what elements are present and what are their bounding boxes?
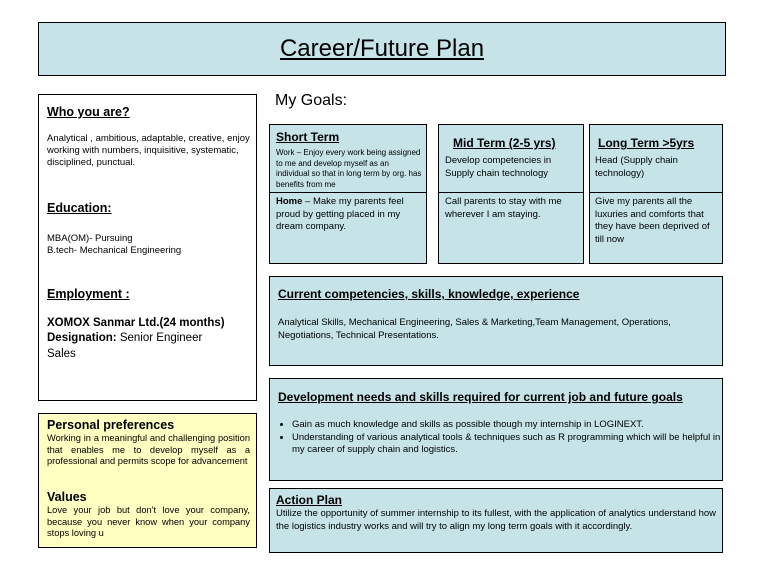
mid-term-bottom: Call parents to stay with me wherever I am staying.: [445, 196, 562, 220]
long-term-heading: Long Term >5yrs: [598, 136, 695, 150]
mid-term-box: [438, 124, 584, 264]
action-plan-heading: Action Plan: [276, 493, 343, 507]
long-term-top: Head (Supply chain technology): [595, 155, 678, 179]
action-plan-box: [269, 488, 723, 553]
personal-preferences-panel: [38, 413, 257, 548]
education-line-1: MBA(OM)- Pursuing: [47, 233, 133, 244]
values-text: Love your job but don't love your company, because you never know when your company stops loving u: [47, 505, 250, 538]
page-title: Career/Future Plan: [279, 35, 485, 62]
education-line-2: B.tech- Mechanical Engineering: [47, 245, 182, 256]
long-term-bottom: Give my parents all the luxuries and comforts that they have been deprived of till now: [595, 196, 710, 245]
mid-term-divider: [439, 192, 583, 193]
development-item: • Gain as much knowledge and skills as possible though my internship in LOGINEXT.: [292, 419, 727, 432]
development-box: [269, 378, 723, 481]
competencies-text: Analytical Skills, Mechanical Engineering, Sales & Marketing,Team Management, Operations, Negotiations, Technical Presentations.: [278, 317, 671, 341]
work-text: – Enjoy every work being assigned to me and develop myself as an individual so that in long term by org. has benefits from me: [276, 148, 422, 189]
development-list: [276, 419, 727, 457]
development-heading: Development needs and skills required for current job and future goals: [278, 390, 683, 404]
long-term-divider: [590, 192, 722, 193]
competencies-box: [269, 276, 723, 366]
profile-panel: [38, 94, 257, 401]
employment-company: XOMOX Sanmar Ltd.(24 months): [47, 317, 225, 329]
competencies-heading: Current competencies, skills, knowledge, experience: [278, 287, 580, 301]
home-label: Home: [276, 196, 303, 207]
short-term-heading: Short Term: [276, 130, 340, 144]
short-term-divider: [270, 192, 426, 193]
title-banner: [38, 22, 726, 76]
home-text: – Make my parents feel proud by getting placed in my dream company.: [276, 196, 404, 232]
designation-label: Designation:: [47, 332, 117, 344]
short-term-home: [276, 196, 422, 234]
action-plan-text: Utilize the opportunity of summer internship to its fullest, with the application of analytics understand how the logistics industry works and will try to align my long term goals with it accordingly.: [276, 508, 716, 532]
who-text: Analytical , ambitious, adaptable, creative, enjoy working with numbers, inquisitive, systematic, disciplined, punctual.: [47, 133, 250, 168]
goals-heading: My Goals:: [275, 92, 348, 109]
work-label: Work: [276, 148, 295, 157]
development-item: • Understanding of various analytical tools & techniques such as R programming which will be helpful in my career of supply chain and logistics.: [292, 432, 727, 457]
long-term-box: [589, 124, 723, 264]
preferences-heading: Personal preferences: [47, 418, 175, 432]
employment-designation: [47, 332, 252, 344]
values-heading: Values: [47, 490, 87, 504]
employment-heading: Employment :: [47, 287, 130, 301]
preferences-text: Working in a meaningful and challenging position that enables me to develop myself as a professional and permits scope for advancement: [47, 433, 250, 466]
designation-value: Senior Engineer: [116, 332, 203, 344]
education-heading: Education:: [47, 201, 112, 215]
designation-continued: Sales: [47, 348, 76, 360]
who-heading: Who you are?: [47, 105, 130, 119]
mid-term-top: Develop competencies in Supply chain technology: [445, 155, 552, 179]
short-term-box: [269, 124, 427, 264]
short-term-work: [276, 148, 422, 190]
mid-term-heading: Mid Term (2-5 yrs): [453, 136, 556, 150]
